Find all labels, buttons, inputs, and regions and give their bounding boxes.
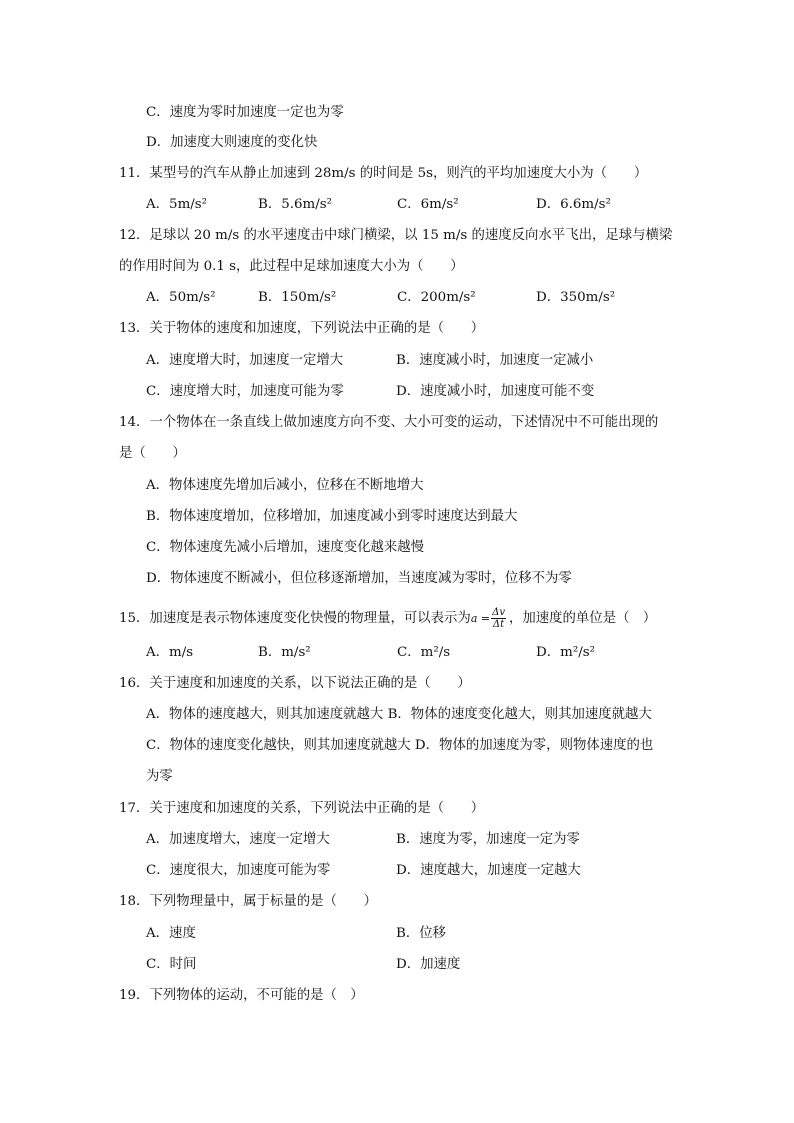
q17-option-b: B．速度为零，加速度一定为零 bbox=[396, 832, 580, 847]
q15-formula-numerator: Δv bbox=[492, 607, 505, 618]
q15-option-d: D．m²/s² bbox=[536, 645, 595, 660]
q11-option-a: A．5m/s² bbox=[146, 197, 208, 212]
q14-option-c: C．物体速度先减小后增加，速度变化越来越慢 bbox=[146, 540, 425, 555]
q16-options-cd: C．物体的速度变化越快，则其加速度就越大 D．物体的加速度为零，则物体速度的也 bbox=[146, 738, 654, 753]
q12-option-a: A．50m/s² bbox=[146, 290, 216, 305]
q18-option-d: D．加速度 bbox=[396, 957, 461, 972]
q13-option-d: D．速度减小时，加速度可能不变 bbox=[396, 384, 595, 399]
q11-option-b: B．5.6m/s² bbox=[258, 197, 332, 212]
q11-stem: 11．某型号的汽车从静止加速到 28m/s 的时间是 5s，则汽的平均加速度大小为（ ） bbox=[119, 166, 648, 181]
q13-option-b: B．速度减小时，加速度一定减小 bbox=[396, 353, 594, 368]
q15-stem-text: 15．加速度是表示物体速度变化快慢的物理量，可以表示为 bbox=[119, 611, 471, 626]
q15-option-a: A．m/s bbox=[146, 645, 194, 660]
q11-option-d: D．6.6m/s² bbox=[536, 197, 611, 212]
q16-options-cd-continued: 为零 bbox=[146, 769, 173, 784]
q10-option-c: C．速度为零时加速度一定也为零 bbox=[146, 105, 344, 120]
q14-stem-line2: 是（ ） bbox=[119, 446, 186, 461]
q12-stem-line1: 12．足球以 20 m/s 的水平速度击中球门横梁，以 15 m/s 的速度反向水平飞出，足球与横梁 bbox=[119, 228, 673, 243]
q17-stem: 17．关于速度和加速度的关系，下列说法中正确的是（ ） bbox=[119, 801, 485, 816]
q15-formula-fraction bbox=[491, 607, 506, 630]
q14-option-b: B．物体速度增加，位移增加，加速度减小到零时速度达到最大 bbox=[146, 509, 518, 524]
q18-option-c: C．时间 bbox=[146, 957, 197, 972]
q15-stem-tail: ，加速度的单位是（ ） bbox=[508, 611, 657, 626]
q10-option-d: D．加速度大则速度的变化快 bbox=[146, 135, 318, 150]
q15-formula-denominator: Δt bbox=[492, 619, 505, 630]
q12-stem-line2: 的作用时间为 0.1 s，此过程中足球加速度大小为（ ） bbox=[119, 259, 464, 274]
q18-option-a: A．速度 bbox=[146, 926, 196, 941]
q14-option-a: A．物体速度先增加后减小，位移在不断地增大 bbox=[146, 478, 424, 493]
q12-option-b: B．150m/s² bbox=[258, 290, 337, 305]
q12-option-c: C．200m/s² bbox=[397, 290, 476, 305]
q17-option-a: A．加速度增大，速度一定增大 bbox=[146, 832, 330, 847]
q18-stem: 18．下列物理量中，属于标量的是（ ） bbox=[119, 894, 378, 909]
q14-stem-line1: 14．一个物体在一条直线上做加速度方向不变、大小可变的运动，下述情况中不可能出现的 bbox=[119, 415, 659, 430]
q15-option-c: C．m²/s bbox=[397, 645, 451, 660]
q17-option-d: D．速度越大，加速度一定越大 bbox=[396, 863, 581, 878]
q16-options-ab: A．物体的速度越大，则其加速度就越大 B．物体的速度变化越大，则其加速度就越大 bbox=[146, 707, 652, 722]
q12-option-d: D．350m/s² bbox=[536, 290, 616, 305]
q11-option-c: C．6m/s² bbox=[397, 197, 459, 212]
q19-stem: 19．下列物体的运动，不可能的是（ ） bbox=[119, 988, 364, 1003]
q13-option-c: C．速度增大时，加速度可能为零 bbox=[146, 384, 344, 399]
q16-stem: 16．关于速度和加速度的关系，以下说法正确的是（ ） bbox=[119, 676, 471, 691]
q15-formula-lhs: a = bbox=[470, 612, 491, 625]
q17-option-c: C．速度很大，加速度可能为零 bbox=[146, 863, 331, 878]
q13-option-a: A．速度增大时，加速度一定增大 bbox=[146, 353, 344, 368]
q18-option-b: B．位移 bbox=[396, 926, 447, 941]
q15-stem bbox=[119, 607, 656, 630]
q13-stem: 13．关于物体的速度和加速度，下列说法中正确的是（ ） bbox=[119, 321, 485, 336]
q15-option-b: B．m/s² bbox=[258, 645, 311, 660]
q14-option-d: D．物体速度不断减小，但位移逐渐增加，当速度减为零时，位移不为零 bbox=[146, 571, 572, 586]
